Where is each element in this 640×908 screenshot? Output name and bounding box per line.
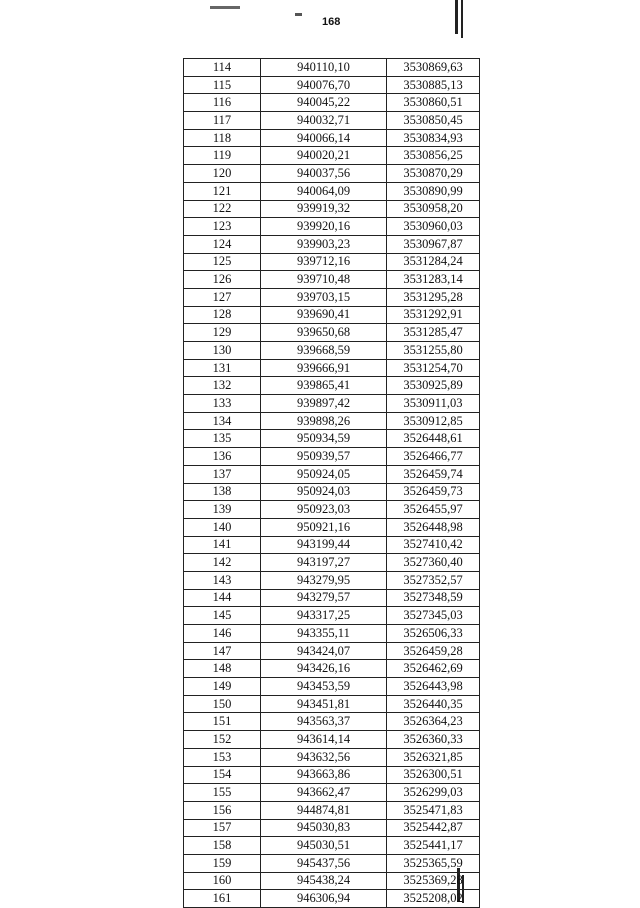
y-coordinate-cell: 3530869,63 <box>387 59 480 77</box>
x-coordinate-cell: 943451,81 <box>261 695 387 713</box>
point-number-cell: 147 <box>184 642 261 660</box>
y-coordinate-cell: 3526466,77 <box>387 448 480 466</box>
y-coordinate-cell: 3530960,03 <box>387 218 480 236</box>
y-coordinate-cell: 3531285,47 <box>387 324 480 342</box>
point-number-cell: 153 <box>184 748 261 766</box>
table-row <box>184 359 480 377</box>
table-row <box>184 801 480 819</box>
table-row <box>184 112 480 130</box>
x-coordinate-cell: 945438,24 <box>261 872 387 890</box>
x-coordinate-cell: 939903,23 <box>261 235 387 253</box>
y-coordinate-cell: 3531295,28 <box>387 288 480 306</box>
point-number-cell: 116 <box>184 94 261 112</box>
point-number-cell: 160 <box>184 872 261 890</box>
table-row <box>184 76 480 94</box>
table-row <box>184 607 480 625</box>
table-row <box>184 288 480 306</box>
y-coordinate-cell: 3530967,87 <box>387 235 480 253</box>
y-coordinate-cell: 3530925,89 <box>387 377 480 395</box>
table-row <box>184 589 480 607</box>
table-row <box>184 465 480 483</box>
point-number-cell: 136 <box>184 448 261 466</box>
point-number-cell: 142 <box>184 554 261 572</box>
table-row <box>184 731 480 749</box>
table-row <box>184 713 480 731</box>
x-coordinate-cell: 940045,22 <box>261 94 387 112</box>
x-coordinate-cell: 939897,42 <box>261 395 387 413</box>
point-number-cell: 124 <box>184 235 261 253</box>
x-coordinate-cell: 939668,59 <box>261 342 387 360</box>
x-coordinate-cell: 940064,09 <box>261 182 387 200</box>
table-row <box>184 129 480 147</box>
y-coordinate-cell: 3525365,59 <box>387 854 480 872</box>
point-number-cell: 150 <box>184 695 261 713</box>
table-row <box>184 518 480 536</box>
table-row <box>184 784 480 802</box>
table-row <box>184 324 480 342</box>
y-coordinate-cell: 3531254,70 <box>387 359 480 377</box>
table-row <box>184 218 480 236</box>
point-number-cell: 143 <box>184 571 261 589</box>
y-coordinate-cell: 3525369,28 <box>387 872 480 890</box>
table-row <box>184 748 480 766</box>
table-row <box>184 430 480 448</box>
point-number-cell: 158 <box>184 837 261 855</box>
x-coordinate-cell: 939650,68 <box>261 324 387 342</box>
table-row <box>184 395 480 413</box>
point-number-cell: 123 <box>184 218 261 236</box>
y-coordinate-cell: 3526448,61 <box>387 430 480 448</box>
x-coordinate-cell: 950921,16 <box>261 518 387 536</box>
x-coordinate-cell: 943426,16 <box>261 660 387 678</box>
y-coordinate-cell: 3531283,14 <box>387 271 480 289</box>
table-row <box>184 200 480 218</box>
point-number-cell: 119 <box>184 147 261 165</box>
y-coordinate-cell: 3527348,59 <box>387 589 480 607</box>
x-coordinate-cell: 950924,05 <box>261 465 387 483</box>
point-number-cell: 118 <box>184 129 261 147</box>
x-coordinate-cell: 939703,15 <box>261 288 387 306</box>
x-coordinate-cell: 944874,81 <box>261 801 387 819</box>
x-coordinate-cell: 943197,27 <box>261 554 387 572</box>
scan-artifact-top-line-thin <box>461 0 463 38</box>
point-number-cell: 154 <box>184 766 261 784</box>
y-coordinate-cell: 3530911,03 <box>387 395 480 413</box>
table-row <box>184 377 480 395</box>
point-number-cell: 139 <box>184 501 261 519</box>
x-coordinate-cell: 943663,86 <box>261 766 387 784</box>
x-coordinate-cell: 943563,37 <box>261 713 387 731</box>
table-row <box>184 642 480 660</box>
y-coordinate-cell: 3530834,93 <box>387 129 480 147</box>
table-row <box>184 306 480 324</box>
point-number-cell: 140 <box>184 518 261 536</box>
y-coordinate-cell: 3526459,73 <box>387 483 480 501</box>
y-coordinate-cell: 3526443,98 <box>387 678 480 696</box>
point-number-cell: 132 <box>184 377 261 395</box>
y-coordinate-cell: 3530885,13 <box>387 76 480 94</box>
point-number-cell: 148 <box>184 660 261 678</box>
x-coordinate-cell: 939666,91 <box>261 359 387 377</box>
table-row <box>184 165 480 183</box>
x-coordinate-cell: 943279,57 <box>261 589 387 607</box>
x-coordinate-cell: 945437,56 <box>261 854 387 872</box>
point-number-cell: 134 <box>184 412 261 430</box>
x-coordinate-cell: 943355,11 <box>261 625 387 643</box>
y-coordinate-cell: 3526459,74 <box>387 465 480 483</box>
x-coordinate-cell: 946306,94 <box>261 890 387 908</box>
x-coordinate-cell: 950924,03 <box>261 483 387 501</box>
table-row <box>184 854 480 872</box>
y-coordinate-cell: 3527410,42 <box>387 536 480 554</box>
point-number-cell: 135 <box>184 430 261 448</box>
y-coordinate-cell: 3525441,17 <box>387 837 480 855</box>
page-number: 168 <box>322 16 341 28</box>
x-coordinate-cell: 943279,95 <box>261 571 387 589</box>
y-coordinate-cell: 3531255,80 <box>387 342 480 360</box>
y-coordinate-cell: 3526321,85 <box>387 748 480 766</box>
x-coordinate-cell: 939690,41 <box>261 306 387 324</box>
x-coordinate-cell: 939865,41 <box>261 377 387 395</box>
x-coordinate-cell: 939919,32 <box>261 200 387 218</box>
point-number-cell: 121 <box>184 182 261 200</box>
point-number-cell: 146 <box>184 625 261 643</box>
point-number-cell: 129 <box>184 324 261 342</box>
point-number-cell: 117 <box>184 112 261 130</box>
x-coordinate-cell: 943614,14 <box>261 731 387 749</box>
y-coordinate-cell: 3530860,51 <box>387 94 480 112</box>
x-coordinate-cell: 943453,59 <box>261 678 387 696</box>
y-coordinate-cell: 3527345,03 <box>387 607 480 625</box>
x-coordinate-cell: 943424,07 <box>261 642 387 660</box>
y-coordinate-cell: 3526448,98 <box>387 518 480 536</box>
table-row <box>184 766 480 784</box>
table-row <box>184 554 480 572</box>
x-coordinate-cell: 943632,56 <box>261 748 387 766</box>
table-row <box>184 483 480 501</box>
coordinates-table-body <box>184 59 480 908</box>
point-number-cell: 155 <box>184 784 261 802</box>
y-coordinate-cell: 3527360,40 <box>387 554 480 572</box>
table-row <box>184 235 480 253</box>
table-row <box>184 625 480 643</box>
table-row <box>184 819 480 837</box>
table-row <box>184 448 480 466</box>
point-number-cell: 127 <box>184 288 261 306</box>
y-coordinate-cell: 3526462,69 <box>387 660 480 678</box>
x-coordinate-cell: 943662,47 <box>261 784 387 802</box>
point-number-cell: 161 <box>184 890 261 908</box>
y-coordinate-cell: 3526459,28 <box>387 642 480 660</box>
point-number-cell: 151 <box>184 713 261 731</box>
table-row <box>184 147 480 165</box>
x-coordinate-cell: 940066,14 <box>261 129 387 147</box>
x-coordinate-cell: 950934,59 <box>261 430 387 448</box>
y-coordinate-cell: 3531284,24 <box>387 253 480 271</box>
point-number-cell: 120 <box>184 165 261 183</box>
y-coordinate-cell: 3526299,03 <box>387 784 480 802</box>
table-row <box>184 342 480 360</box>
coordinates-table <box>183 58 480 908</box>
y-coordinate-cell: 3525442,87 <box>387 819 480 837</box>
table-row <box>184 571 480 589</box>
y-coordinate-cell: 3526506,33 <box>387 625 480 643</box>
point-number-cell: 138 <box>184 483 261 501</box>
x-coordinate-cell: 940037,56 <box>261 165 387 183</box>
table-row <box>184 501 480 519</box>
y-coordinate-cell: 3531292,91 <box>387 306 480 324</box>
point-number-cell: 156 <box>184 801 261 819</box>
x-coordinate-cell: 939898,26 <box>261 412 387 430</box>
table-row <box>184 872 480 890</box>
point-number-cell: 159 <box>184 854 261 872</box>
table-row <box>184 94 480 112</box>
scan-artifact-top-left <box>210 6 240 9</box>
table-row <box>184 660 480 678</box>
table-row <box>184 695 480 713</box>
x-coordinate-cell: 940032,71 <box>261 112 387 130</box>
scan-artifact-top-line <box>455 0 458 34</box>
x-coordinate-cell: 940076,70 <box>261 76 387 94</box>
x-coordinate-cell: 939710,48 <box>261 271 387 289</box>
x-coordinate-cell: 939920,16 <box>261 218 387 236</box>
point-number-cell: 144 <box>184 589 261 607</box>
x-coordinate-cell: 940020,21 <box>261 147 387 165</box>
y-coordinate-cell: 3530850,45 <box>387 112 480 130</box>
y-coordinate-cell: 3527352,57 <box>387 571 480 589</box>
point-number-cell: 145 <box>184 607 261 625</box>
y-coordinate-cell: 3526300,51 <box>387 766 480 784</box>
y-coordinate-cell: 3526455,97 <box>387 501 480 519</box>
point-number-cell: 133 <box>184 395 261 413</box>
y-coordinate-cell: 3530856,25 <box>387 147 480 165</box>
point-number-cell: 115 <box>184 76 261 94</box>
table-row <box>184 182 480 200</box>
point-number-cell: 114 <box>184 59 261 77</box>
x-coordinate-cell: 950939,57 <box>261 448 387 466</box>
point-number-cell: 125 <box>184 253 261 271</box>
y-coordinate-cell: 3530958,20 <box>387 200 480 218</box>
point-number-cell: 149 <box>184 678 261 696</box>
y-coordinate-cell: 3526364,23 <box>387 713 480 731</box>
point-number-cell: 157 <box>184 819 261 837</box>
x-coordinate-cell: 943199,44 <box>261 536 387 554</box>
point-number-cell: 126 <box>184 271 261 289</box>
point-number-cell: 128 <box>184 306 261 324</box>
y-coordinate-cell: 3525471,83 <box>387 801 480 819</box>
table-row <box>184 59 480 77</box>
point-number-cell: 141 <box>184 536 261 554</box>
table-row <box>184 678 480 696</box>
x-coordinate-cell: 940110,10 <box>261 59 387 77</box>
x-coordinate-cell: 945030,51 <box>261 837 387 855</box>
y-coordinate-cell: 3525208,02 <box>387 890 480 908</box>
point-number-cell: 152 <box>184 731 261 749</box>
y-coordinate-cell: 3530870,29 <box>387 165 480 183</box>
point-number-cell: 122 <box>184 200 261 218</box>
point-number-cell: 130 <box>184 342 261 360</box>
y-coordinate-cell: 3530890,99 <box>387 182 480 200</box>
y-coordinate-cell: 3530912,85 <box>387 412 480 430</box>
table-row <box>184 536 480 554</box>
y-coordinate-cell: 3526360,33 <box>387 731 480 749</box>
scan-artifact-smudge <box>295 13 302 16</box>
x-coordinate-cell: 943317,25 <box>261 607 387 625</box>
table-row <box>184 837 480 855</box>
x-coordinate-cell: 939712,16 <box>261 253 387 271</box>
x-coordinate-cell: 945030,83 <box>261 819 387 837</box>
table-row <box>184 271 480 289</box>
x-coordinate-cell: 950923,03 <box>261 501 387 519</box>
point-number-cell: 131 <box>184 359 261 377</box>
table-row <box>184 412 480 430</box>
y-coordinate-cell: 3526440,35 <box>387 695 480 713</box>
table-row <box>184 253 480 271</box>
point-number-cell: 137 <box>184 465 261 483</box>
